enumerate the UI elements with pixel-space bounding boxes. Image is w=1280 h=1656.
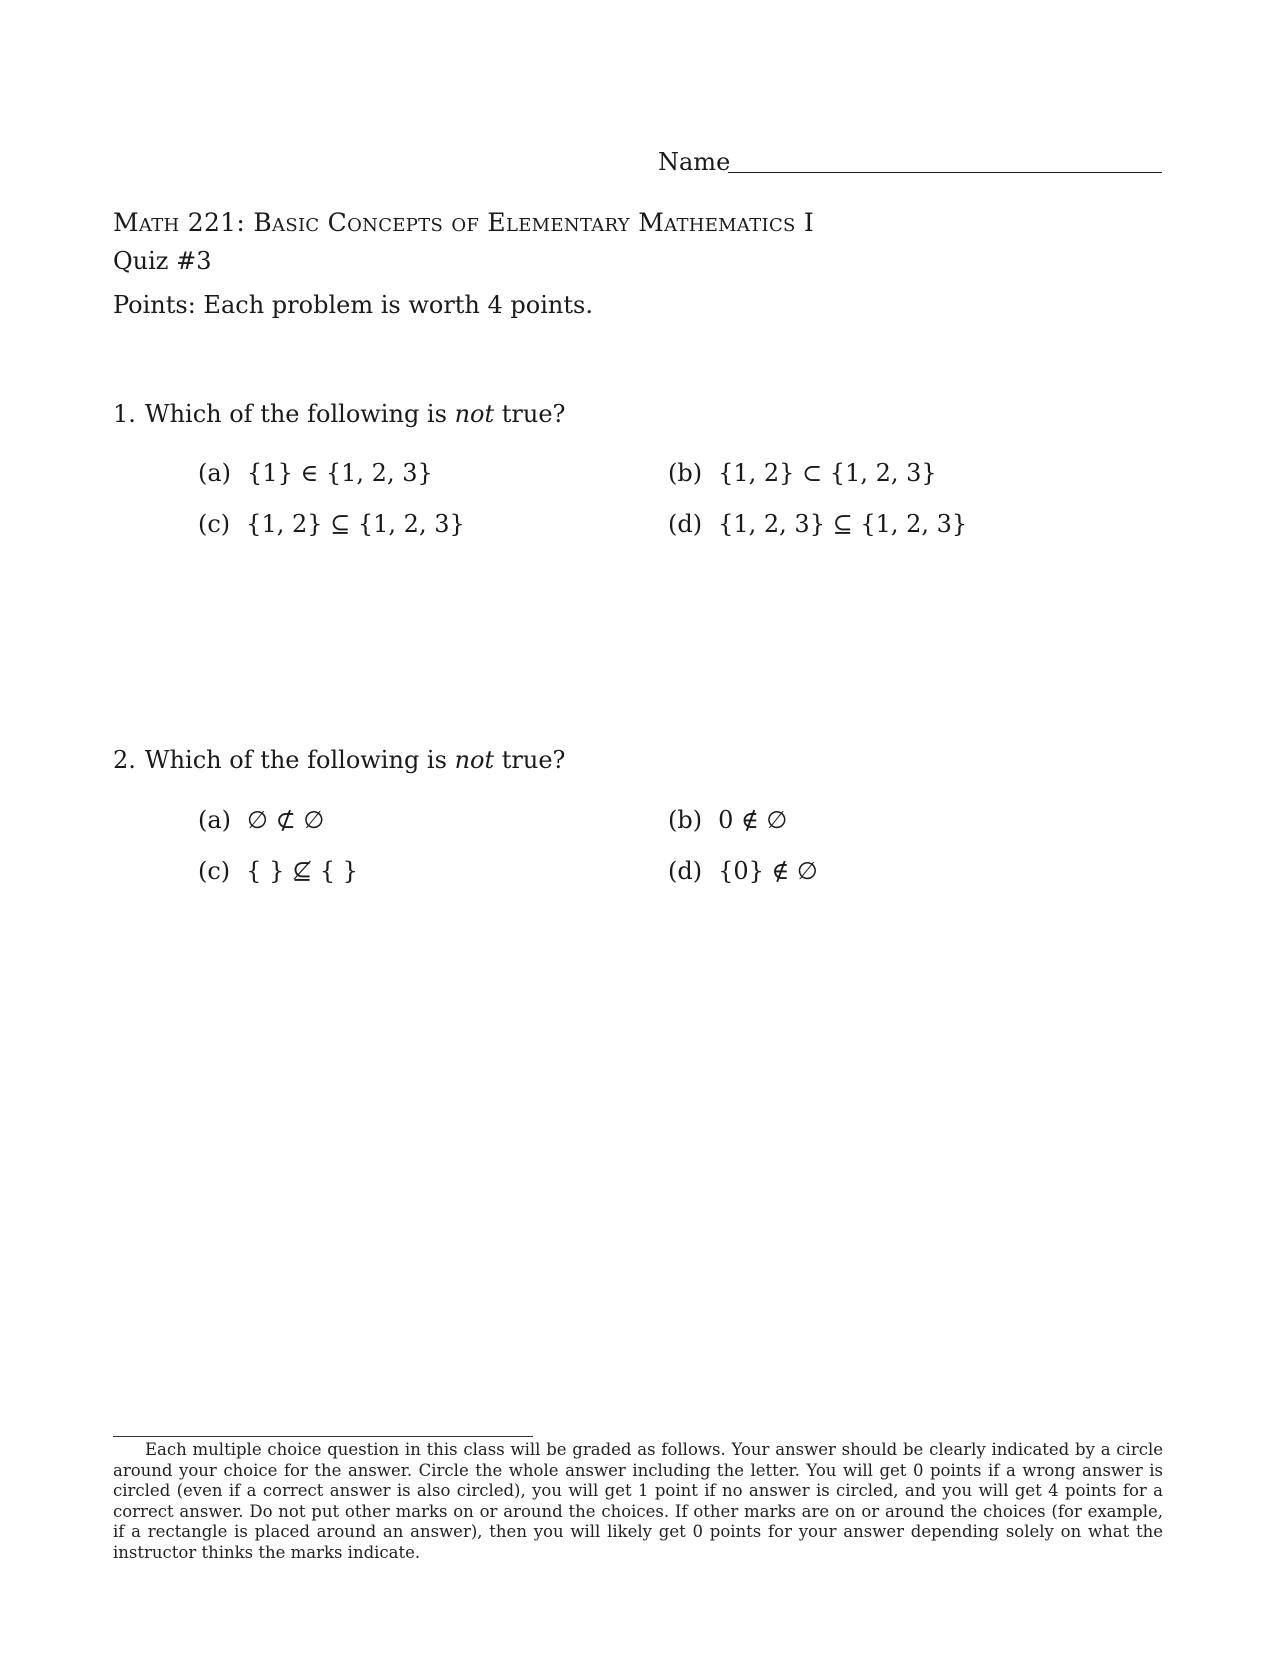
q2-choice-d[interactable] bbox=[668, 857, 818, 885]
choice-expression: {1, 2, 3} ⊆ {1, 2, 3} bbox=[718, 510, 968, 538]
question-text: Which of the following is bbox=[144, 746, 447, 774]
choice-expression: ∅ ⊄ ∅ bbox=[247, 806, 325, 834]
q2-choice-a[interactable] bbox=[198, 806, 324, 834]
choice-letter: (a) bbox=[198, 459, 232, 487]
footnote-rule bbox=[113, 1436, 533, 1437]
choice-expression: {1} ∈ {1, 2, 3} bbox=[247, 459, 433, 487]
choice-letter: (c) bbox=[198, 857, 231, 885]
choice-letter: (b) bbox=[668, 459, 703, 487]
choice-letter: (c) bbox=[198, 510, 231, 538]
question-emphasis: not bbox=[454, 746, 495, 774]
question-2 bbox=[113, 746, 565, 774]
question-text-end: true? bbox=[501, 400, 566, 428]
choice-expression: 0 ∉ ∅ bbox=[718, 806, 788, 834]
name-blank-line[interactable] bbox=[728, 172, 1162, 173]
name-label: Name bbox=[658, 148, 731, 176]
question-number: 1. bbox=[113, 400, 136, 428]
choice-expression: {1, 2} ⊂ {1, 2, 3} bbox=[718, 459, 937, 487]
q2-choice-c[interactable] bbox=[198, 857, 358, 885]
choice-letter: (d) bbox=[668, 857, 703, 885]
question-emphasis: not bbox=[454, 400, 495, 428]
course-title: Math 221: Basic Concepts of Elementary Mathematics I bbox=[113, 208, 815, 237]
question-number: 2. bbox=[113, 746, 136, 774]
q1-choice-d[interactable] bbox=[668, 510, 967, 538]
points-note: Points: Each problem is worth 4 points. bbox=[113, 291, 593, 319]
choice-letter: (a) bbox=[198, 806, 232, 834]
q1-choice-b[interactable] bbox=[668, 459, 937, 487]
quiz-title: Quiz #3 bbox=[113, 247, 212, 275]
footnote-text: Each multiple choice question in this class will be graded as follows. Your answer should be clearly indicated by a circle around your choice for the answer. Circle the whole answer including the letter. You will get 0 points if a wrong answer is circled (even if a correct answer is also circled), you will get 1 point if no answer is circled, and you will get 4 points for a correct answer. Do not put other marks on or around the choices. If other marks are on or around the choices (for example, if a rectangle is placed around an answer), then you will likely get 0 points for your answer depending solely on what the instructor thinks the marks indicate. bbox=[113, 1440, 1163, 1562]
question-text-end: true? bbox=[501, 746, 566, 774]
q1-choice-c[interactable] bbox=[198, 510, 465, 538]
choice-expression: {0} ∉ ∅ bbox=[718, 857, 818, 885]
choice-letter: (d) bbox=[668, 510, 703, 538]
q1-choice-a[interactable] bbox=[198, 459, 433, 487]
question-text: Which of the following is bbox=[144, 400, 447, 428]
q2-choice-b[interactable] bbox=[668, 806, 787, 834]
question-1 bbox=[113, 400, 565, 428]
choice-expression: { } ⊈ { } bbox=[246, 857, 358, 885]
choice-letter: (b) bbox=[668, 806, 703, 834]
choice-expression: {1, 2} ⊆ {1, 2, 3} bbox=[246, 510, 465, 538]
